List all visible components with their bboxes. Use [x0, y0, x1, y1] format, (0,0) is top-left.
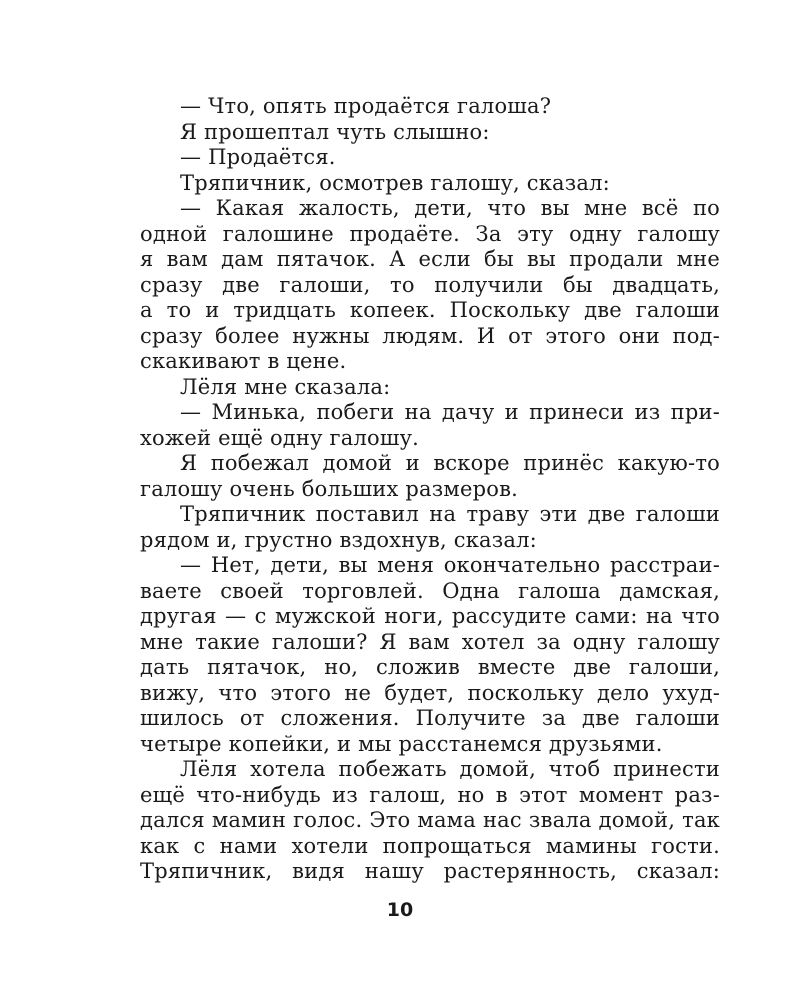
- text-line: сразу две галоши, то получили бы двадцать,: [140, 272, 720, 297]
- text-line: вижу, что этого не будет, поскольку дело ухуд-: [140, 680, 720, 705]
- text-line: — Нет, дети, вы меня окончательно расстраи-: [180, 553, 720, 577]
- text-line: Тряпичник, видя нашу растерянность, сказал:: [140, 859, 720, 883]
- text-line: Тряпичник, осмотрев галошу, сказал:: [180, 170, 610, 195]
- text-line: ещё что-нибудь из галош, но в этот момент раз-: [140, 782, 720, 807]
- text-line: Я побежал домой и вскоре принёс какую-то: [180, 451, 720, 475]
- text-line: Тряпичник поставил на траву эти две галоши: [180, 502, 720, 526]
- text-line: а то и тридцать копеек. Поскольку две галоши: [140, 298, 720, 322]
- page-number: 10: [386, 899, 414, 921]
- text-line: шилось от сложения. Получите за две галоши: [140, 706, 720, 730]
- text-line: хожей ещё одну галошу.: [140, 425, 420, 450]
- text-line: дать пятачок, но, сложив вместе две галоши,: [140, 655, 720, 679]
- text-line: четыре копейки, и мы расстанемся друзьями.: [140, 731, 663, 756]
- text-line: скакивают в цене.: [140, 349, 347, 373]
- text-line: мне такие галоши? Я вам хотел за одну галошу: [140, 629, 720, 654]
- text-line: одной галошине продаёте. За эту одну галошу: [140, 221, 720, 246]
- text-line: — Продаётся.: [180, 145, 336, 169]
- text-line: — Какая жалость, дети, что вы мне всё по: [180, 196, 720, 220]
- text-line: дался мамин голос. Это мама нас звала домой, так: [140, 808, 720, 832]
- text-line: галошу очень больших размеров.: [140, 476, 518, 501]
- text-line: — Что, опять продаётся галоша?: [180, 94, 552, 118]
- text-line: я вам дам пятачок. А если бы вы продали мне: [140, 247, 720, 271]
- text-line: как с нами хотели попрощаться мамины гости.: [140, 833, 720, 858]
- body-text: [140, 94, 720, 885]
- text-line: Лёля мне сказала:: [180, 374, 391, 399]
- text-line: Лёля хотела побежать домой, чтоб принести: [180, 757, 720, 781]
- text-line: другая — с мужской ноги, рассудите сами: на что: [140, 604, 720, 628]
- text-line: — Минька, побеги на дачу и принеси из при-: [180, 400, 720, 424]
- text-line: Я прошептал чуть слышно:: [180, 119, 490, 144]
- text-line: сразу более нужны людям. И от этого они под-: [140, 323, 720, 348]
- text-line: ваете своей торговлей. Одна галоша дамская,: [140, 578, 720, 603]
- text-line: рядом и, грустно вздохнув, сказал:: [140, 527, 537, 552]
